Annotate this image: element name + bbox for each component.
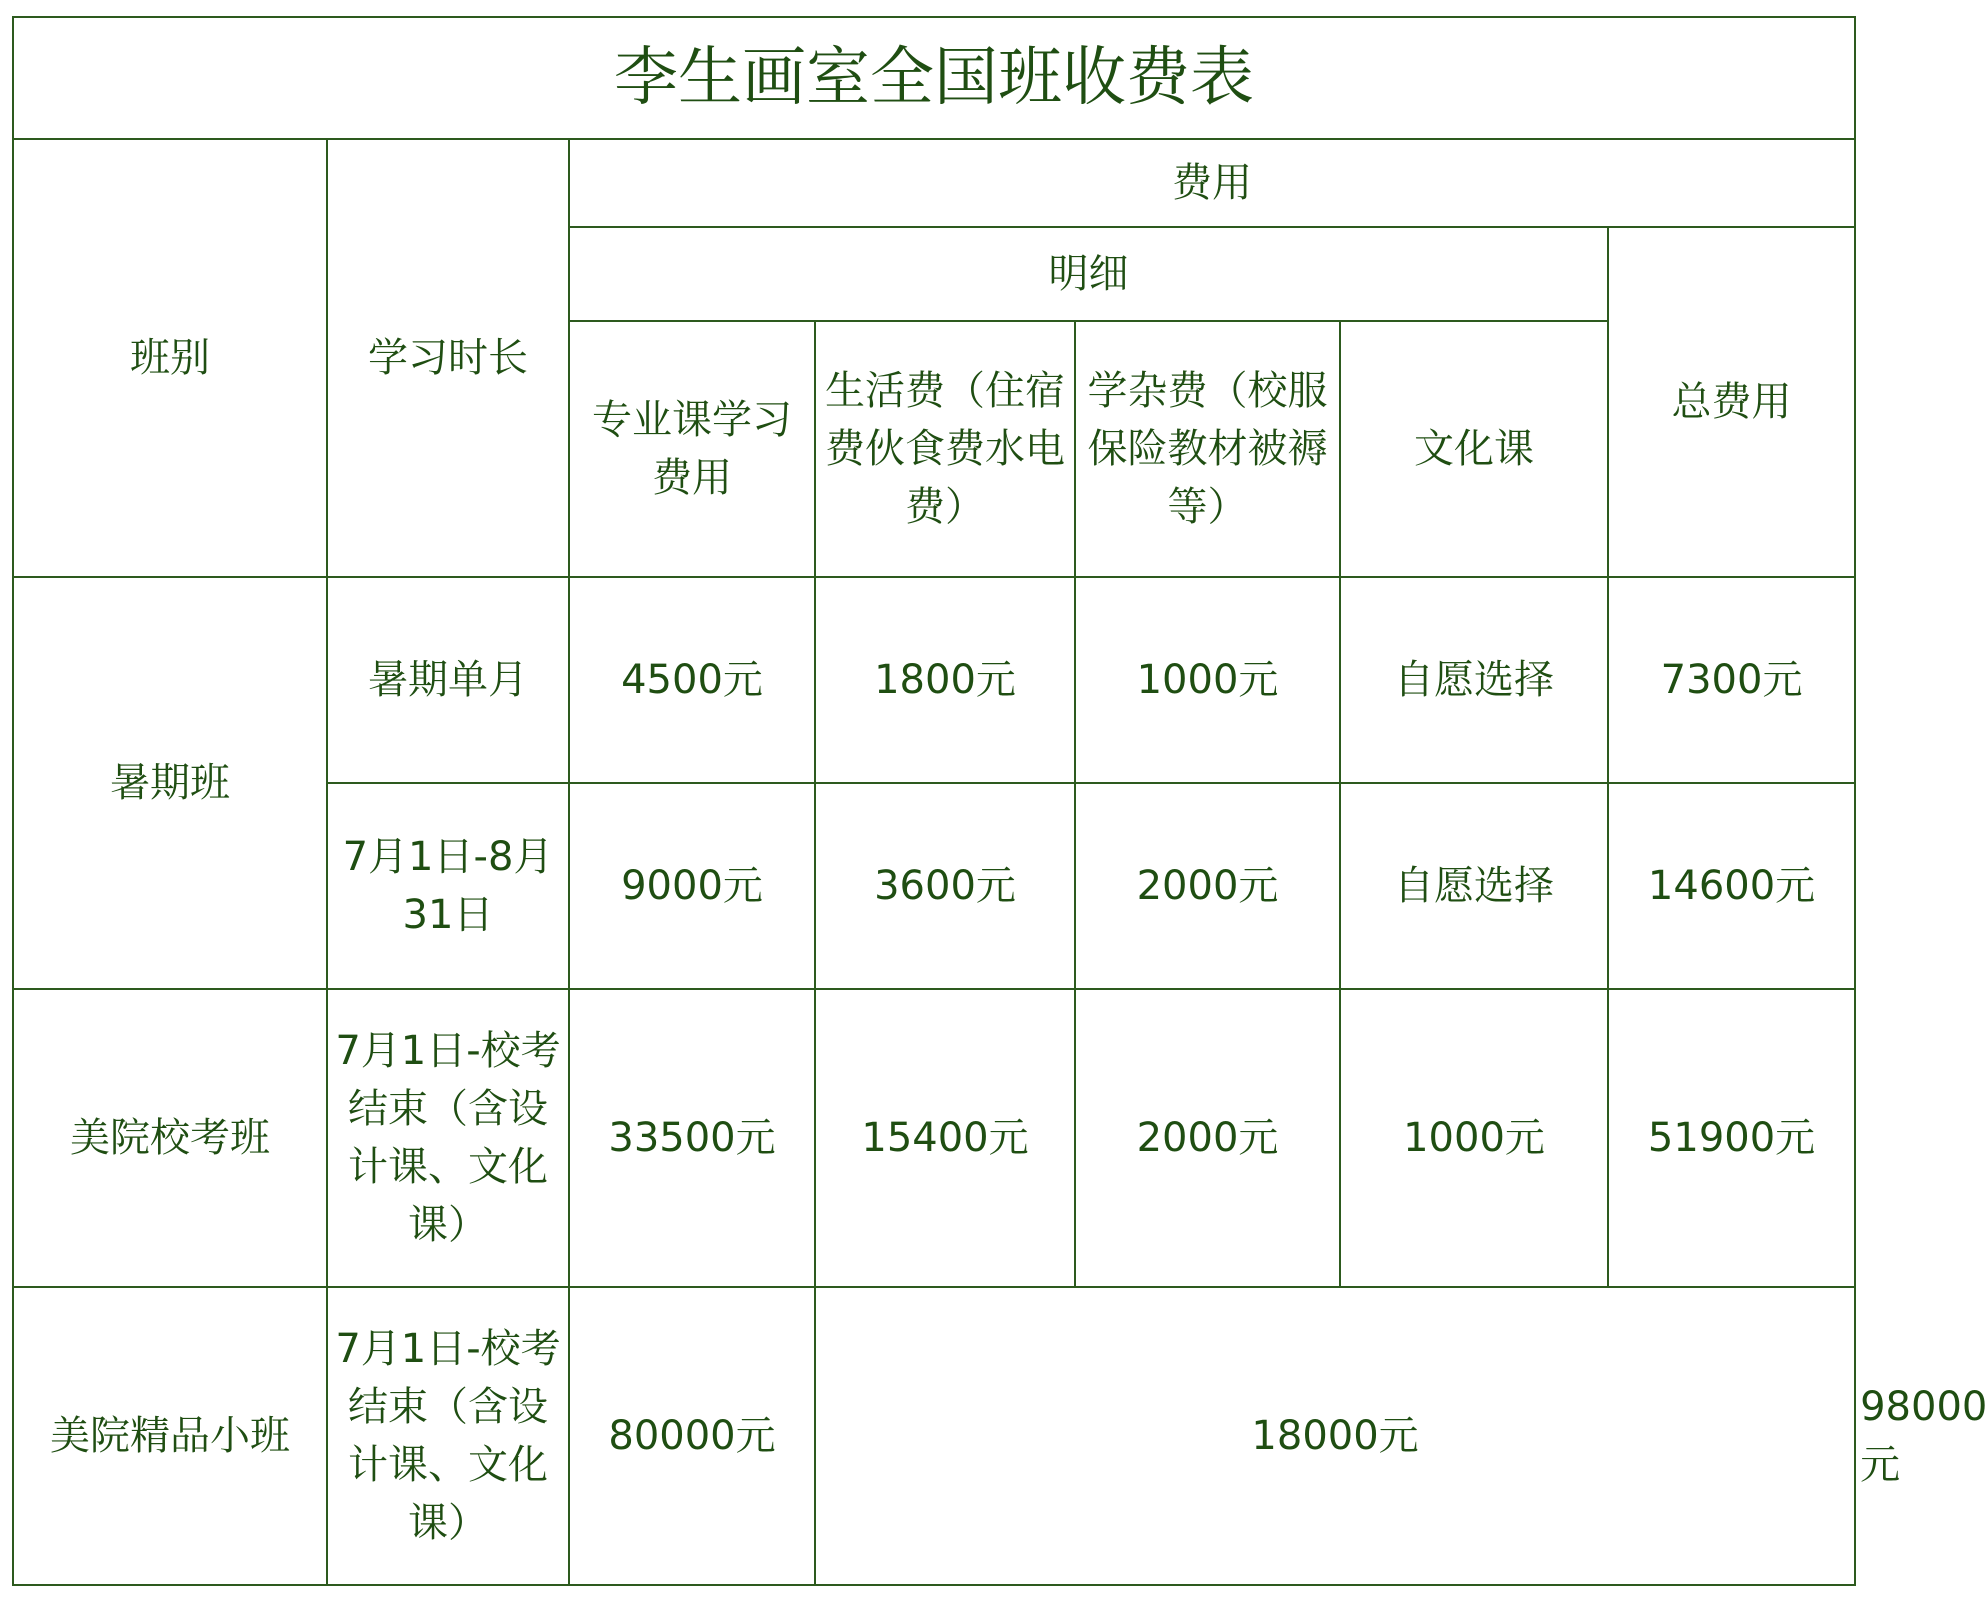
cell-professional-fee: 80000元	[569, 1287, 815, 1585]
fee-table	[12, 16, 1987, 1586]
header-duration: 学习时长	[327, 139, 569, 577]
header-detail: 明细	[569, 227, 1608, 321]
header-misc-fee: 学杂费（校服保险教材被褥等）	[1075, 321, 1340, 577]
cell-professional-fee: 9000元	[569, 783, 815, 989]
cell-professional-fee: 33500元	[569, 989, 815, 1287]
cell-duration: 7月1日-校考结束（含设计课、文化课）	[327, 989, 569, 1287]
cell-professional-fee: 4500元	[569, 577, 815, 783]
header-professional-fee: 专业课学习费用	[569, 321, 815, 577]
cell-total-fee: 14600元	[1608, 783, 1855, 989]
header-living-fee: 生活费（住宿费伙食费水电费）	[815, 321, 1075, 577]
cell-culture-fee: 自愿选择	[1340, 783, 1608, 989]
cell-culture-fee: 1000元	[1340, 989, 1608, 1287]
cell-duration: 7月1日-校考结束（含设计课、文化课）	[327, 1287, 569, 1585]
cell-misc-fee: 2000元	[1075, 989, 1340, 1287]
cell-combined-other-fee: 18000元	[815, 1287, 1855, 1585]
header-fees: 费用	[569, 139, 1855, 227]
cell-misc-fee: 2000元	[1075, 783, 1340, 989]
cell-living-fee: 15400元	[815, 989, 1075, 1287]
cell-living-fee: 1800元	[815, 577, 1075, 783]
cell-duration: 7月1日-8月31日	[327, 783, 569, 989]
header-total: 总费用	[1608, 227, 1855, 577]
cell-misc-fee: 1000元	[1075, 577, 1340, 783]
table-row: 美院精品小班 7月1日-校考结束（含设计课、文化课） 80000元 18000元 98000元	[13, 1287, 1855, 1585]
cell-total-fee: 7300元	[1608, 577, 1855, 783]
cell-class-type: 美院精品小班	[13, 1287, 327, 1585]
table-row	[13, 989, 1855, 1287]
cell-culture-fee: 自愿选择	[1340, 577, 1608, 783]
cell-total-fee: 51900元	[1608, 989, 1855, 1287]
cell-class-type: 暑期班	[13, 577, 327, 989]
table-row	[13, 577, 1855, 783]
cell-duration: 暑期单月	[327, 577, 569, 783]
fee-table-sheet	[12, 16, 1987, 1590]
cell-living-fee: 3600元	[815, 783, 1075, 989]
table-title: 李生画室全国班收费表	[13, 17, 1855, 139]
header-class-type: 班别	[13, 139, 327, 577]
cell-class-type: 美院校考班	[13, 989, 327, 1287]
header-culture-fee: 文化课	[1340, 321, 1608, 577]
